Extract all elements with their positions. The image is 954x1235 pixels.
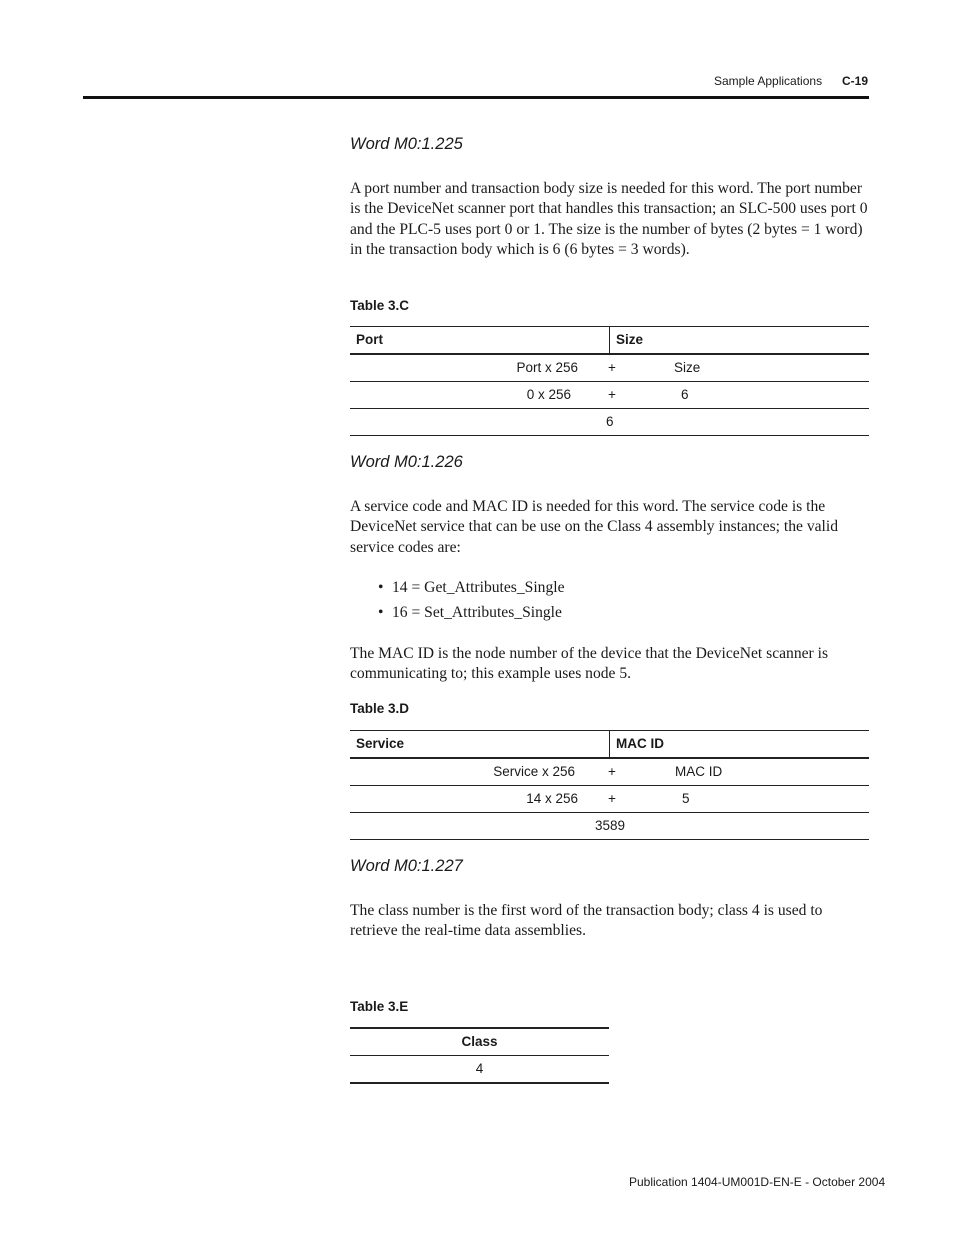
formula-left: 0 x 256 (526, 387, 571, 402)
section-paragraph: The class number is the first word of the transaction body; class 4 is used to retrieve the real-time data assemblies. (350, 902, 823, 940)
page-number: C-19 (842, 74, 869, 88)
formula-left: Port x 256 (516, 360, 578, 375)
class-value: 4 (475, 1061, 484, 1076)
table-3e (350, 1027, 609, 1084)
header-rule (83, 96, 869, 99)
publication-footer: Publication 1404-UM001D-EN-E - October 2004 (629, 1175, 886, 1189)
table-header-row (350, 1027, 609, 1056)
formula-operator: + (608, 387, 616, 402)
column-header-size: Size (616, 332, 644, 347)
table-label: Table 3.E (350, 999, 409, 1014)
formula-left: 14 x 256 (526, 791, 578, 806)
formula-right: MAC ID (675, 764, 723, 779)
column-header-mac-id: MAC ID (616, 736, 664, 751)
section-paragraph: The MAC ID is the node number of the device that the DeviceNet scanner is communicating to; this example uses node 5. (350, 645, 829, 683)
table-row (350, 786, 869, 813)
section-paragraph: A service code and MAC ID is needed for this word. The service code is the DeviceNet service that can be use on the Class 4 assembly instances; the valid service codes are: (350, 498, 839, 556)
table-3d (350, 730, 869, 840)
table-row (350, 759, 869, 786)
bullet-icon: • (378, 579, 384, 596)
bullet-icon: • (378, 604, 384, 621)
formula-right: Size (674, 360, 701, 375)
running-header-section: Sample Applications (714, 74, 823, 88)
column-divider (609, 327, 610, 353)
column-header-service: Service (356, 736, 405, 751)
table-row (350, 1056, 609, 1084)
formula-result: 6 (606, 414, 614, 429)
service-code-list (378, 575, 858, 625)
table-result-row (350, 813, 869, 840)
column-divider (609, 731, 610, 757)
table-label: Table 3.D (350, 701, 410, 716)
column-header-class: Class (461, 1034, 498, 1049)
formula-operator: + (608, 764, 616, 779)
table-result-row (350, 409, 869, 436)
table-row (350, 355, 869, 382)
section-heading-word-226: Word M0:1.226 (350, 453, 463, 471)
table-header-row (350, 730, 869, 759)
formula-operator: + (608, 360, 616, 375)
section-heading-word-225: Word M0:1.225 (350, 135, 463, 153)
table-header-row (350, 326, 869, 355)
column-header-port: Port (356, 332, 383, 347)
formula-result: 3589 (595, 818, 626, 833)
section-paragraph: A port number and transaction body size is needed for this word. The port number is the DeviceNet scanner port that handles this transaction; an SLC-500 uses port 0 and the PLC-5 uses port 0 or 1. The size is the number of bytes (2 bytes = 1 word) in the transaction body which is 6 (6 bytes = 3 words). (350, 180, 868, 258)
table-row (350, 382, 869, 409)
list-item: • 16 = Set_Attributes_Single (378, 600, 858, 625)
list-item: • 14 = Get_Attributes_Single (378, 575, 858, 600)
table-3c (350, 326, 869, 436)
formula-right: 6 (681, 387, 689, 402)
section-heading-word-227: Word M0:1.227 (350, 857, 463, 875)
formula-right: 5 (682, 791, 690, 806)
formula-left: Service x 256 (493, 764, 575, 779)
formula-operator: + (608, 791, 616, 806)
table-label: Table 3.C (350, 298, 410, 313)
